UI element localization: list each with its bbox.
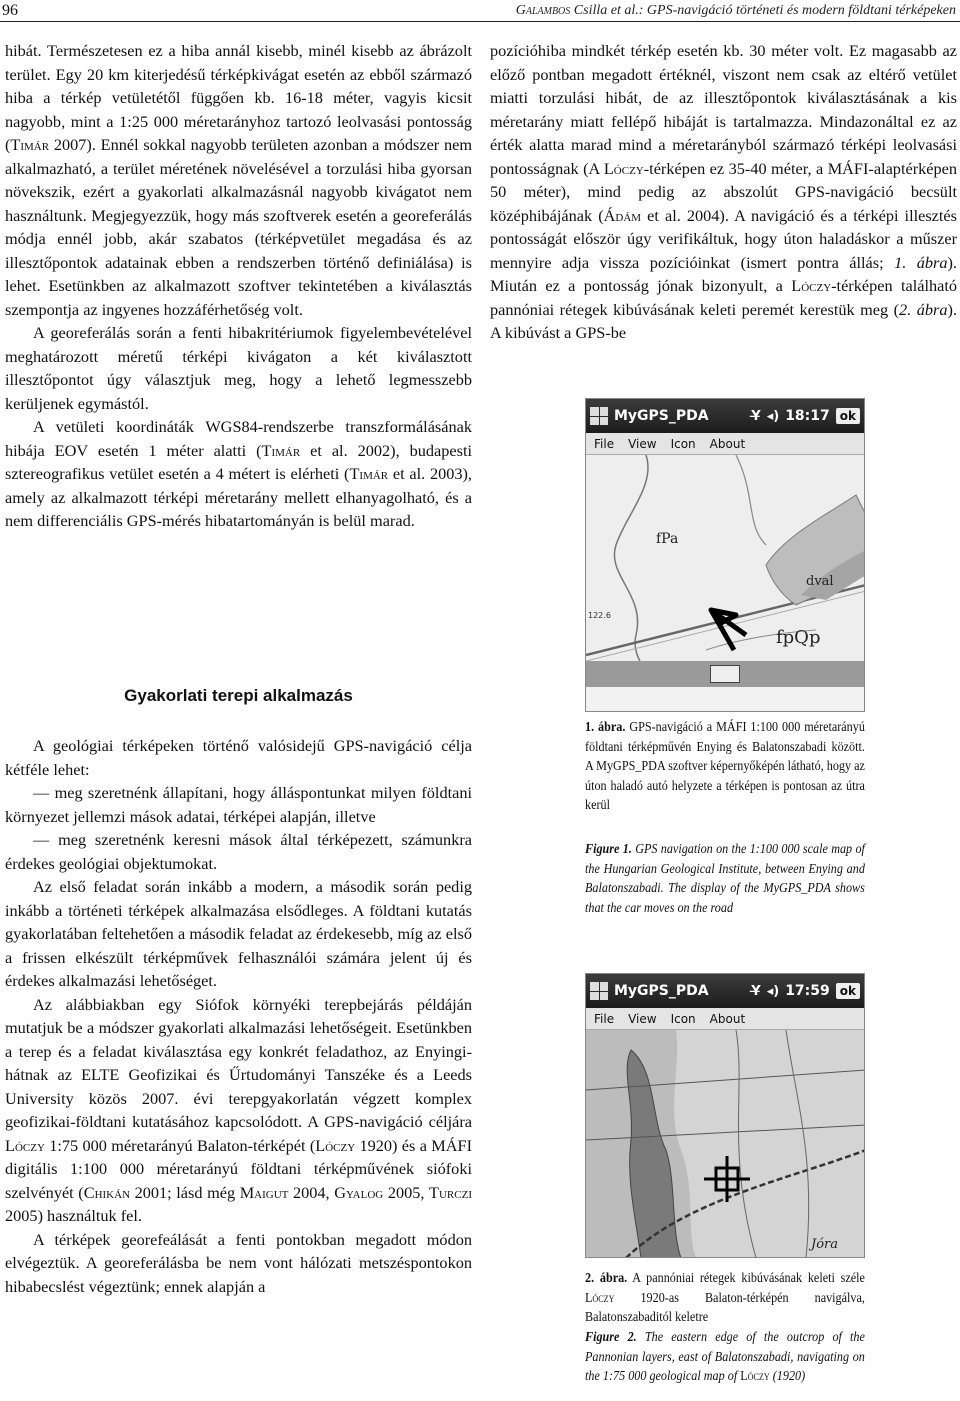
author-name: Timár bbox=[10, 135, 50, 154]
text-run: Az alábbiakban egy Siófok környéki terepbejárás példáján mutatjuk be a módszer gyakorlati alkalmazási lehetőségeit. Esetünkben a terep és a feladat kiválasztása egy konkrét feladathoz, az Enyingi-hátnak az ELTE Geofizikai és Űrtudományi Tanszéke és a Leeds University közös 2007. évi terepgyakorlatán végzett komplex geofizikai-földtani kutatásához kapcsolódott. A GPS-navigáció céljára bbox=[5, 994, 472, 1131]
menu-about[interactable]: About bbox=[709, 1011, 746, 1026]
menu-file[interactable]: File bbox=[594, 1011, 615, 1026]
text-run: et al. 2002), budapesti sztereografikus vetület esetén a 4 métert is elérheti ( bbox=[5, 440, 472, 483]
text-run: ). A kibúvást a GPS-be bbox=[490, 299, 957, 342]
section-heading: Gyakorlati terepi alkalmazás bbox=[124, 686, 353, 705]
running-header bbox=[0, 0, 960, 22]
ok-button[interactable]: ok bbox=[836, 983, 860, 999]
windows-start-icon[interactable] bbox=[590, 982, 608, 1000]
author-name: Chikán bbox=[83, 1182, 131, 1202]
caption-label: 2. ábra. bbox=[585, 1270, 628, 1285]
caption-text: (1920) bbox=[769, 1368, 806, 1383]
pda-menu-bar bbox=[586, 433, 864, 455]
paragraph bbox=[5, 39, 472, 321]
pda-title-bar bbox=[586, 399, 864, 433]
text-run: 2005) használtuk fel. bbox=[5, 1206, 142, 1225]
text-run: ). Miután ez a pontosság jónak bizonyult, a bbox=[490, 252, 957, 295]
page-number: 96 bbox=[2, 2, 18, 19]
figure-1-caption-en bbox=[585, 839, 865, 917]
keyboard-icon[interactable] bbox=[710, 665, 740, 683]
caption-label: Figure 1. bbox=[585, 841, 632, 856]
signal-icon: Y̶ bbox=[751, 983, 761, 999]
author-name: Gyalog bbox=[334, 1182, 384, 1202]
caption-text: A pannóniai rétegek kibúvásának keleti széle bbox=[627, 1270, 865, 1285]
signal-icon: Y̶ bbox=[751, 408, 761, 424]
figure-2-caption-en bbox=[585, 1327, 865, 1386]
right-column bbox=[490, 39, 957, 345]
app-title: MyGPS_PDA bbox=[614, 408, 709, 424]
paragraph: A térképek georefeálását a fenti pontokban megadott módon elvégeztük. A georeferálásba be nem vont hálózati metszéspontokon hibabecslést végeztünk; ennek alapján a bbox=[5, 1229, 472, 1296]
author-name: Maigut bbox=[239, 1182, 289, 1202]
running-title-rest: Csilla et al.: GPS-navigáció történeti és modern földtani térképeken bbox=[570, 3, 956, 18]
menu-icon[interactable]: Icon bbox=[670, 1011, 696, 1026]
map-drawing bbox=[586, 455, 865, 687]
author-name: Lóczy bbox=[5, 1135, 45, 1155]
map-label: 122.6 bbox=[588, 611, 611, 620]
figure-reference[interactable]: 1. ábra bbox=[894, 252, 948, 272]
map-drawing bbox=[586, 1030, 865, 1258]
paragraph bbox=[490, 39, 957, 345]
list-item: — meg szeretnénk állapítani, hogy álláspontunkat milyen földtani környezet jellemzi mások adatai, térképei alapján, illetve bbox=[5, 783, 472, 826]
list-item: — meg szeretnénk keresni mások által térképezett, számunkra érdekes geológiai objektumokat. bbox=[5, 830, 472, 873]
text-run: 1920) és a MÁFI digitális 1:100 000 méretarányú földtani térképművének siófoki szelvényét ( bbox=[5, 1135, 472, 1202]
paragraph: A georeferálás során a fenti hibakritériumok figyelembevételével meghatározott méretű térképi kivágaton a két kiválasztott illesztőpontot úgy választjuk meg, hogy a lehető legmesszebb kerüljenek egymástól. bbox=[5, 323, 472, 413]
menu-view[interactable]: View bbox=[628, 436, 657, 451]
running-title-authors: Galambos bbox=[515, 3, 571, 18]
text-run: 1:75 000 méretarányú Balaton-térképét ( bbox=[44, 1135, 316, 1155]
clock: 17:59 bbox=[785, 983, 830, 999]
text-run: 2007). Ennél sokkal nagyobb területen azonban a módszer nem alkalmazható, a terület méretének növelésével a torzulási hiba gyorsan növekszik, ezért a gyakorlati alkalmazásnál nagyobb kivágatot nem használtunk. Megjegyezzük, hogy más szoftverek esetén a georeferálás módja ennél jobb, akár szabatos (térképvetület megadása és az illesztőpontok adatainak ebben a rendszerben történő definiálása) is lehet. Esetünkben az alkalmazott szoftver tekintetében a kiválasztás szempontja az ingyenes hozzáférhetőség volt. bbox=[5, 135, 472, 319]
text-run: pozícióhiba mindkét térkép esetén kb. 30 méter volt. Ez magasabb az előző pontban megadott értéknél, viszont nem csak az eltérő vetület miatti torzulási hibát, de az illesztőpontok kiválasztásának a kis méretarány miatt fellépő hibáját is tartalmazza. Mindazonáltal ez az érték alatta marad mind a méretarányból származó térképi leolvasási pontosságnak (A bbox=[490, 41, 957, 178]
menu-icon[interactable]: Icon bbox=[670, 436, 696, 451]
left-column-top bbox=[5, 39, 472, 533]
figure-2-screenshot bbox=[585, 973, 865, 1258]
left-column-bottom bbox=[5, 734, 472, 1298]
text-run: et al. 2004). A navigáció és a térképi illesztés pontosságát először úgy verifikáltuk, hogy úton haladáskor a műszer mennyire adja vissza pozícióinkat (ismert pontra állás; bbox=[490, 205, 957, 272]
text-run: -térképen ez 35-40 méter, a MÁFI-alaptérképen 50 méter), mind pedig az abszolút GPS-navigáció becsült középhibájának ( bbox=[490, 158, 957, 225]
caption-label: Figure 2. bbox=[585, 1329, 637, 1344]
clock: 18:17 bbox=[785, 408, 830, 424]
windows-start-icon[interactable] bbox=[590, 407, 608, 425]
text-run: 2004, bbox=[288, 1182, 335, 1202]
paragraph: Az első feladat során inkább a modern, a második során pedig inkább a történeti térképek alkalmazása elsődleges. A földtani kutatás gyakorlatában feltehetően a második feladat az érdekesebb, míg az első a frissen elkészült térképművek felhasználói számára jelent új és érdekes alkalmazási lehetőséget. bbox=[5, 877, 472, 990]
paragraph bbox=[5, 415, 472, 533]
author-name: Timár bbox=[261, 440, 301, 460]
map-label: dval bbox=[806, 574, 834, 589]
speaker-icon: ◂) bbox=[766, 983, 780, 999]
figure-1-screenshot bbox=[585, 398, 865, 712]
pda-menu-bar bbox=[586, 1008, 864, 1030]
geological-map-view[interactable] bbox=[586, 455, 864, 687]
author-name: Turczi bbox=[429, 1182, 472, 1202]
caption-label: 1. ábra. bbox=[585, 719, 626, 734]
caption-text: GPS-navigáció a MÁFI 1:100 000 méretarányú földtani térképművén Enying és Balatonszabadi között. A MyGPS_PDA szoftver képernyőképén látható, hogy az úton haladó autó helyzete a térképen is pontosan az útra kerül bbox=[585, 719, 865, 812]
paragraph bbox=[5, 993, 472, 1228]
author-name: Lóczy bbox=[791, 276, 832, 295]
app-title: MyGPS_PDA bbox=[614, 983, 709, 999]
map-label: fPa bbox=[656, 531, 679, 547]
text-run: 2001; lásd még bbox=[130, 1182, 240, 1202]
pda-bottom-bar bbox=[586, 661, 864, 687]
figure-2-caption-hu bbox=[585, 1268, 865, 1327]
author-name: Lóczy bbox=[603, 158, 644, 178]
map-label: Jóra bbox=[811, 1237, 839, 1252]
map-label: fpQp bbox=[776, 627, 821, 648]
menu-view[interactable]: View bbox=[628, 1011, 657, 1026]
author-name: Lóczy bbox=[315, 1135, 356, 1155]
speaker-icon: ◂) bbox=[766, 408, 780, 424]
author-name: Lóczy bbox=[740, 1368, 770, 1383]
historical-map-view[interactable] bbox=[586, 1030, 864, 1258]
ok-button[interactable]: ok bbox=[836, 408, 860, 424]
pda-title-bar bbox=[586, 974, 864, 1008]
figure-reference[interactable]: 2. ábra bbox=[899, 299, 948, 319]
text-run: -térképen található pannóniai rétegek kibúvásának keleti peremét kerestük meg ( bbox=[490, 276, 958, 319]
running-title bbox=[516, 3, 956, 19]
text-run: hibát. Természetesen ez a hiba annál kisebb, minél kisebb az ábrázolt terület. Egy 20 km kiterjedésű térképkivágat esetén az ebből származó hiba a térkép vetületétől függően kb. 16-18 méter, vagyis kicsit nagyobb, mint a 1:25 000 méretarányhoz tartozó leolvasási pontosság ( bbox=[5, 41, 472, 154]
menu-about[interactable]: About bbox=[709, 436, 746, 451]
menu-file[interactable]: File bbox=[594, 436, 615, 451]
text-run: 2005, bbox=[383, 1182, 430, 1202]
caption-text: The eastern edge of the outcrop of the Pannonian layers, east of Balatonszabadi, navigating on the 1:75 000 geological map of bbox=[585, 1329, 865, 1383]
paragraph: A geológiai térképeken történő valósidejű GPS-navigáció célja kétféle lehet: bbox=[5, 736, 472, 779]
caption-text: 1920-as Balaton-térképén navigálva, Balatonszabaditól keletre bbox=[585, 1289, 865, 1324]
caption-text: GPS navigation on the 1:100 000 scale map of the Hungarian Geological Institute, between Enying and Balatonszabadi. The display of the MyGPS_PDA shows that the car moves on the road bbox=[585, 841, 865, 915]
author-name: Ádám bbox=[603, 205, 642, 225]
author-name: Timár bbox=[349, 464, 389, 483]
text-run: A vetületi koordináták WGS84-rendszerbe transzformálásának hibája EOV esetén 1 méter alatti ( bbox=[5, 417, 472, 460]
author-name: Lóczy bbox=[585, 1289, 615, 1305]
text-run: et al. 2003), amely az alkalmazott térképi méretarány mellett elhanyagolható, és a nem differenciális GPS-mérés hibatartományán is belül marad. bbox=[5, 464, 473, 530]
figure-1-caption-hu bbox=[585, 717, 865, 815]
